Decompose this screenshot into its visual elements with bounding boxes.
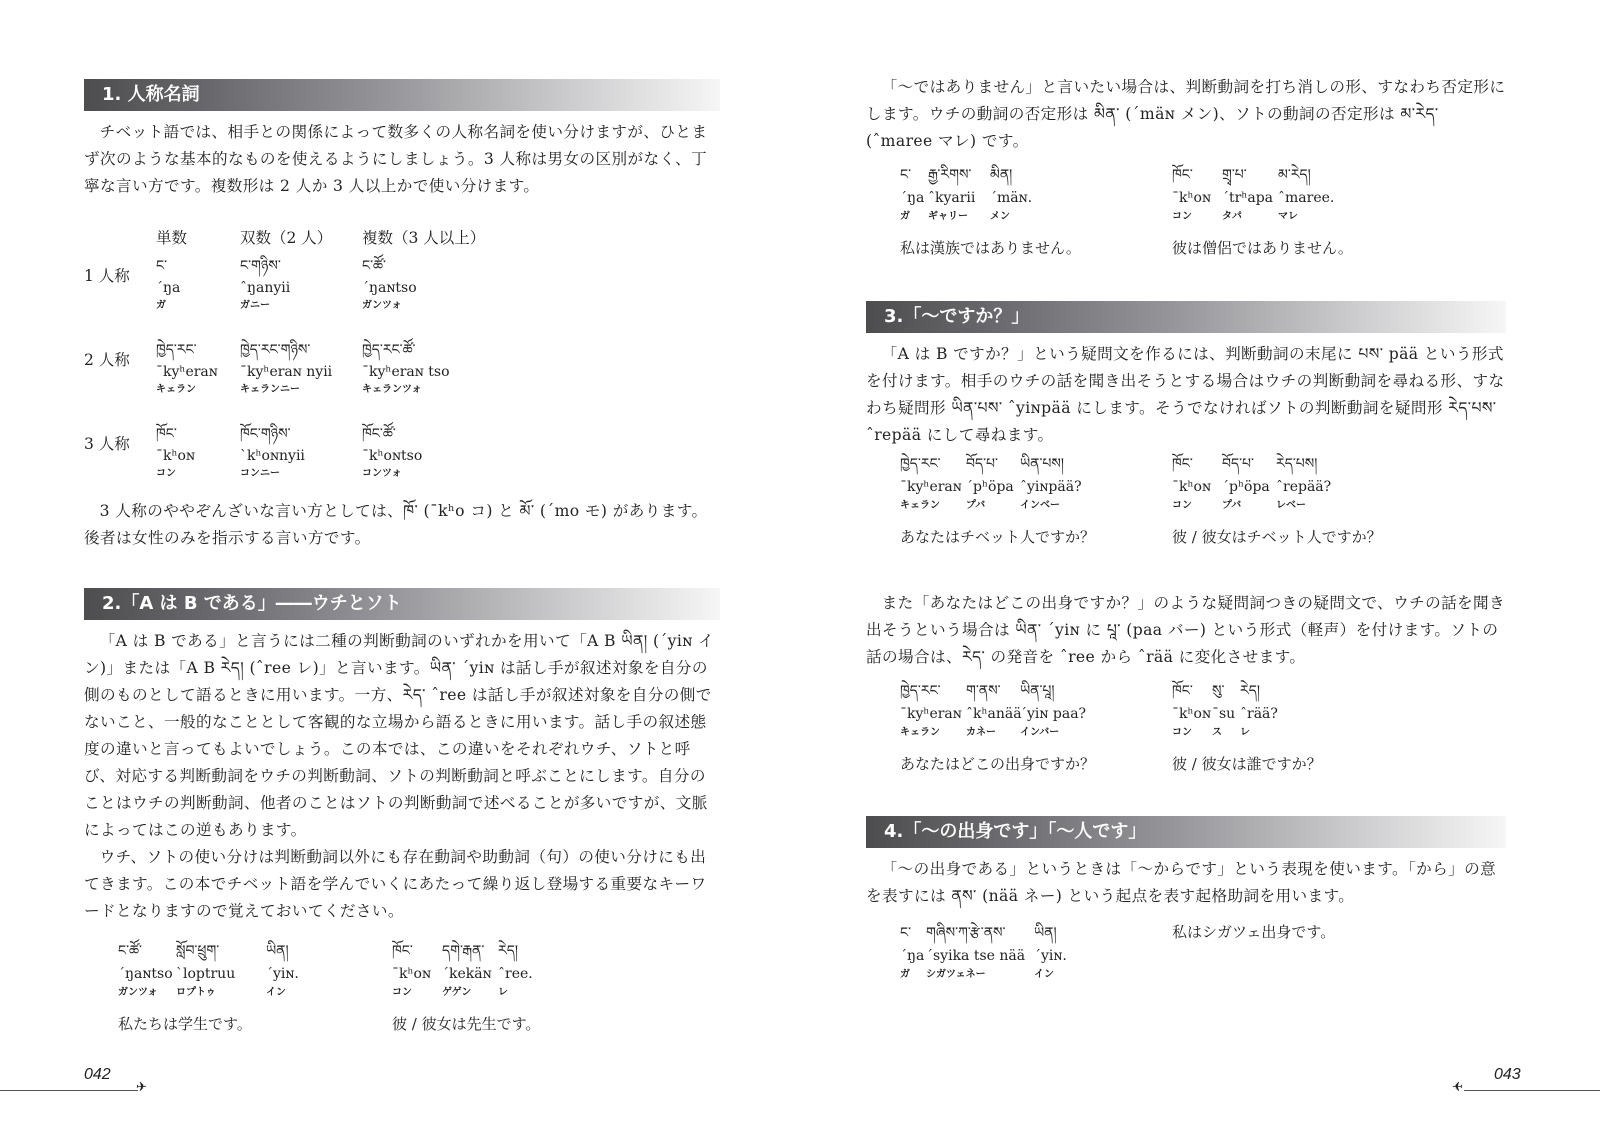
example-sentence xyxy=(900,451,1095,549)
section-4 xyxy=(866,816,1506,910)
tibetan-word: དགེ་རྒན་ xyxy=(442,943,485,959)
romanization: `kʰoɴnyii xyxy=(240,448,305,464)
paragraph: ウチ、ソトの使い分けは判断動詞以外にも存在動詞や助動詞（句）の使い分けにも出てきます。この本でチベット語を学んでいくにあたって繰り返し登場する重要なキーワードとなりますので覚えておいてください。 xyxy=(84,848,707,920)
kana-word: コン xyxy=(1172,500,1192,511)
romanization: ´ŋaɴtso xyxy=(362,280,417,296)
kana-word: ガンツォ xyxy=(118,987,158,998)
romanization: ˆŋanyii xyxy=(240,280,291,296)
kana-word: キェラン xyxy=(900,500,940,511)
tibetan-text: ང་ xyxy=(156,258,168,274)
example-sentence xyxy=(900,678,1095,776)
kana-word: コン xyxy=(1172,211,1192,222)
kana-word: レ xyxy=(1240,727,1250,738)
roman-word: ˆrää? xyxy=(1240,706,1278,722)
roman-word: ˆmaree. xyxy=(1278,190,1335,206)
romanization: ¯kʰoɴ xyxy=(156,448,196,464)
roman-word: ´ŋaɴtso xyxy=(118,966,173,982)
pronoun-cell xyxy=(362,254,417,314)
row-label: 2 人称 xyxy=(84,351,130,369)
footer-rule xyxy=(0,1090,138,1091)
kana-word: イン xyxy=(266,987,286,998)
translation: 私は漢族ではありません。 xyxy=(900,239,1081,257)
tibetan-text: ཁྱེད་རང་ཚོ་ xyxy=(362,342,416,358)
negation-intro xyxy=(866,74,1506,155)
example-sentence xyxy=(900,920,1067,984)
roman-word: ¯kyʰeraɴ xyxy=(900,479,962,495)
katakana: キェランニー xyxy=(240,384,300,395)
roman-word: ´mäɴ. xyxy=(990,190,1033,206)
kana-word: ス xyxy=(1212,727,1222,738)
tibetan-word: གཞིས་ཀ་རྩེ་ནས་ xyxy=(926,925,1006,941)
roman-word: `loptruu xyxy=(176,966,236,982)
romanization: ´ŋa xyxy=(156,280,181,296)
paragraph: 「～の出身である」というときは「～からです」という表現を使います。「から」の意を表すには ནས་ (nää ネー) という起点を表す起格助詞を用います。 xyxy=(866,860,1497,905)
tibetan-word: ཁོང་ xyxy=(1172,456,1193,472)
tibetan-text: ཁོང་གཉིས་ xyxy=(240,426,291,442)
paragraph: 「～ではありません」と言いたい場合は、判断動詞を打ち消しの形、すなわち否定形にします。ウチの動詞の否定形は མིན་ (´mäɴ メン)、ソトの動詞の否定形は མ་རེད་ (ˆmaree マレ) です。 xyxy=(866,78,1506,150)
translation: あなたはどこの出身ですか？ xyxy=(900,755,1096,773)
example-sentence xyxy=(1172,162,1353,260)
katakana: ガ xyxy=(156,300,166,311)
tibetan-text: ཁོང་ཚོ་ xyxy=(362,426,396,442)
roman-word: ¯kʰoɴ xyxy=(392,966,432,982)
pronoun-cell xyxy=(156,422,195,482)
tibetan-word: ཡིན་པས། xyxy=(1020,456,1064,472)
kana-word: コン xyxy=(392,987,412,998)
pronoun-cell xyxy=(240,422,305,482)
section-2 xyxy=(84,588,720,925)
tibetan-word: ང་ xyxy=(900,167,912,183)
column-header: 双数（2 人） xyxy=(240,229,333,247)
example-sentence xyxy=(1172,451,1382,549)
roman-word: ¯su xyxy=(1212,706,1236,722)
romanization: ¯kyʰeraɴ xyxy=(156,364,218,380)
tibetan-word: རེད། xyxy=(1240,683,1260,699)
katakana: ガニー xyxy=(240,300,270,311)
kana-word: カネー xyxy=(966,727,996,738)
tibetan-word: ང་ xyxy=(900,925,912,941)
katakana: キェランツォ xyxy=(362,384,422,395)
pronoun-table xyxy=(84,226,720,496)
roman-word: ¯kyʰeraɴ xyxy=(900,706,962,722)
romanization: ¯kyʰeraɴ tso xyxy=(362,364,450,380)
roman-word: ¯kʰoɴ xyxy=(1172,190,1212,206)
kana-word: タパ xyxy=(1222,211,1242,222)
translation: 彼 / 彼女はチベット人ですか？ xyxy=(1172,528,1382,546)
translation: 彼 / 彼女は誰ですか？ xyxy=(1172,755,1322,773)
kana-word: ギャリー xyxy=(928,211,968,222)
tibetan-word: ཁོང་ xyxy=(392,943,413,959)
footer-rule xyxy=(1464,1090,1600,1091)
translation: 私たちは学生です。 xyxy=(118,1015,252,1033)
roman-word: ´pʰöpa xyxy=(1222,479,1270,495)
kana-word: ガ xyxy=(900,969,910,980)
tibetan-word: ང་ཚོ་ xyxy=(118,943,142,959)
roman-word: ˆkyarii xyxy=(928,190,976,206)
kana-word: ゲゲン xyxy=(442,987,472,998)
tibetan-text: ཁྱེད་རང་ xyxy=(156,342,197,358)
romanization: ¯kʰoɴtso xyxy=(362,448,423,464)
tibetan-word: མ་རེད། xyxy=(1278,167,1311,183)
tibetan-text: ང་ཚོ་ xyxy=(362,258,386,274)
translation: 彼は僧侶ではありません。 xyxy=(1172,239,1353,257)
roman-word: ¯kʰoɴ xyxy=(1172,479,1212,495)
section-3 xyxy=(866,301,1506,449)
tibetan-word: ག་ནས་ xyxy=(966,683,1001,699)
kana-word: プバ xyxy=(966,500,986,511)
pronoun-cell xyxy=(156,254,180,314)
roman-word: ´syika tse nää xyxy=(926,948,1026,964)
katakana: ガンツォ xyxy=(362,300,402,311)
paragraph: また「あなたはどこの出身ですか？」のような疑問詞つきの疑問文で、ウチの話を聞き出そうという場合は ཡིན་ ´yiɴ に པཱ་ (paa バー) という形式（軽声）を付けます。ソトの話の場合は、རེད་ の発音を ˆree から ˆrää に変化させます。 xyxy=(866,594,1506,666)
example-sentence xyxy=(1172,678,1322,776)
pronoun-cell xyxy=(240,254,290,314)
paragraph: 3 人称のややぞんざいな言い方としては、ཁོ་ (¯kʰo コ) と མོ་ (´mo モ) があります。後者は女性のみを指示する言い方です。 xyxy=(84,502,708,547)
pronoun-cell xyxy=(362,338,450,398)
roman-word: ´kekäɴ xyxy=(442,966,492,982)
paragraph: 「A は B ですか？」という疑問文を作るには、判断動詞の末尾に པས་ pää という形式を付けます。相手のウチの話を聞き出そうとする場合はウチの判断動詞を尋ねる形、すなわち疑問形 ཡིན་པས་ ˆyiɴpää にします。そうでなければソトの判断動詞を疑問形 རེད་པས་ ˆrepää にして尋ねます。 xyxy=(866,345,1505,444)
roman-word: ´trʰapa xyxy=(1222,190,1274,206)
roman-word: ˆyiɴpää? xyxy=(1020,479,1082,495)
section-1 xyxy=(84,79,720,552)
roman-word: ´ŋa xyxy=(900,948,925,964)
paragraph: 「A は B である」と言うには二種の判断動詞のいずれかを用いて「A B ཡིན། (´yiɴ イン)」または「A B རེད། (ˆree レ)」と言います。ཡིན་ ´yiɴ は話し手が叙述対象を自分の側のものとして語るときに用います。一方、རེད་ ˆree は話し手が叙述対象を自分の側でないこと、一般的なこととして客観的な立場から語るときに用います。話し手の叙述態度の違いと言ってもよいでしょう。この本では、この違いをそれぞれウチ、ソトと呼び、対応する判断動詞をウチの判断動詞、ソトの判断動詞と呼ぶことにします。自分のことはウチの判断動詞、他者のことはソトの判断動詞で述べることが多いですが、文脈によってはこの逆もあります。 xyxy=(84,632,715,839)
tibetan-word: ཡིན་པཱ། xyxy=(1020,683,1055,699)
column-header: 複数（3 人以上） xyxy=(362,229,486,247)
katakana: コン xyxy=(156,468,176,479)
kana-word: コン xyxy=(1172,727,1192,738)
katakana: キェラン xyxy=(156,384,196,395)
kana-word: ロプトゥ xyxy=(176,987,216,998)
row-label: 1 人称 xyxy=(84,267,130,285)
row-label: 3 人称 xyxy=(84,435,130,453)
kana-word: レ xyxy=(498,987,508,998)
roman-word: ˆree. xyxy=(498,966,533,982)
kana-word: インベー xyxy=(1020,500,1060,511)
tibetan-text: ང་གཉིས་ xyxy=(240,258,281,274)
tibetan-word: བོད་པ་ xyxy=(1222,456,1254,472)
katakana: コンツォ xyxy=(362,468,402,479)
example-sentence xyxy=(392,938,540,1036)
example-sentence xyxy=(118,938,299,1036)
translation: 私はシガツェ出身です。 xyxy=(1172,923,1336,941)
roman-word: ´yiɴ paa? xyxy=(1020,706,1087,722)
pronoun-cell xyxy=(156,338,218,398)
pronoun-cell xyxy=(240,338,332,398)
tibetan-word: ཁྱེད་རང་ xyxy=(900,456,941,472)
section-3-continued xyxy=(866,590,1506,671)
airplane-left-icon: ✈ xyxy=(1452,1080,1463,1095)
roman-word: ´ŋa xyxy=(900,190,925,206)
romanization: ¯kyʰeraɴ nyii xyxy=(240,364,333,380)
tibetan-word: ཁྱེད་རང་ xyxy=(900,683,941,699)
kana-word: キェラン xyxy=(900,727,940,738)
section-heading: 4.「～の出身です」「～人です」 xyxy=(866,816,1506,848)
roman-word: ˆkʰanää xyxy=(966,706,1022,722)
tibetan-word: སུ་ xyxy=(1212,683,1225,699)
tibetan-word: རྒྱ་རིགས་ xyxy=(928,167,972,183)
example-sentence xyxy=(900,162,1081,260)
translation: あなたはチベット人ですか？ xyxy=(900,528,1096,546)
paragraph: チベット語では、相手との関係によって数多くの人称名詞を使い分けますが、ひとまず次のような基本的なものを使えるようにしましょう。3 人称は男女の区別がなく、丁寧な言い方です。複数形は 2 人か 3 人以上かで使い分けます。 xyxy=(84,123,708,195)
translation: 彼 / 彼女は先生です。 xyxy=(392,1015,541,1033)
column-header: 単数 xyxy=(156,229,188,247)
roman-word: ˆrepää? xyxy=(1276,479,1332,495)
tibetan-word: སློབ་ཕྲུག་ xyxy=(176,943,220,959)
tibetan-text: ཁྱེད་རང་གཉིས་ xyxy=(240,342,311,358)
kana-word: プバ xyxy=(1222,500,1242,511)
kana-word: インバー xyxy=(1020,727,1060,738)
roman-word: ´yiɴ. xyxy=(266,966,299,982)
tibetan-word: བོད་པ་ xyxy=(966,456,998,472)
tibetan-text: ཁོང་ xyxy=(156,426,177,442)
tibetan-word: ཡིན། xyxy=(1034,925,1057,941)
tibetan-word: ཁོང་ xyxy=(1172,167,1193,183)
airplane-right-icon: ✈ xyxy=(136,1080,147,1095)
tibetan-word: ཁོང་ xyxy=(1172,683,1193,699)
kana-word: レベー xyxy=(1276,500,1306,511)
tibetan-word: མིན། xyxy=(990,167,1013,183)
right-page xyxy=(800,0,1600,1131)
roman-word: ¯kʰoɴ xyxy=(1172,706,1212,722)
katakana: コンニー xyxy=(240,468,280,479)
roman-word: ´pʰöpa xyxy=(966,479,1014,495)
kana-word: ガ xyxy=(900,211,910,222)
section-heading: 1. 人称名詞 xyxy=(84,79,720,111)
tibetan-word: རེད་པས། xyxy=(1276,456,1318,472)
tibetan-word: རེད། xyxy=(498,943,518,959)
kana-word: イン xyxy=(1034,969,1054,980)
kana-word: メン xyxy=(990,211,1010,222)
tibetan-word: ཡིན། xyxy=(266,943,289,959)
example-translation xyxy=(1172,920,1335,944)
pronoun-cell xyxy=(362,422,422,482)
section-heading: 2.「A は B である」――ウチとソト xyxy=(84,588,720,620)
page-number: 042 xyxy=(84,1066,111,1083)
tibetan-word: གྲྭ་པ་ xyxy=(1222,167,1247,183)
section-heading: 3.「～ですか？」 xyxy=(866,301,1506,333)
roman-word: ´yiɴ. xyxy=(1034,948,1067,964)
page-number: 043 xyxy=(1494,1066,1521,1083)
kana-word: シガツェネー xyxy=(926,969,986,980)
kana-word: マレ xyxy=(1278,211,1298,222)
